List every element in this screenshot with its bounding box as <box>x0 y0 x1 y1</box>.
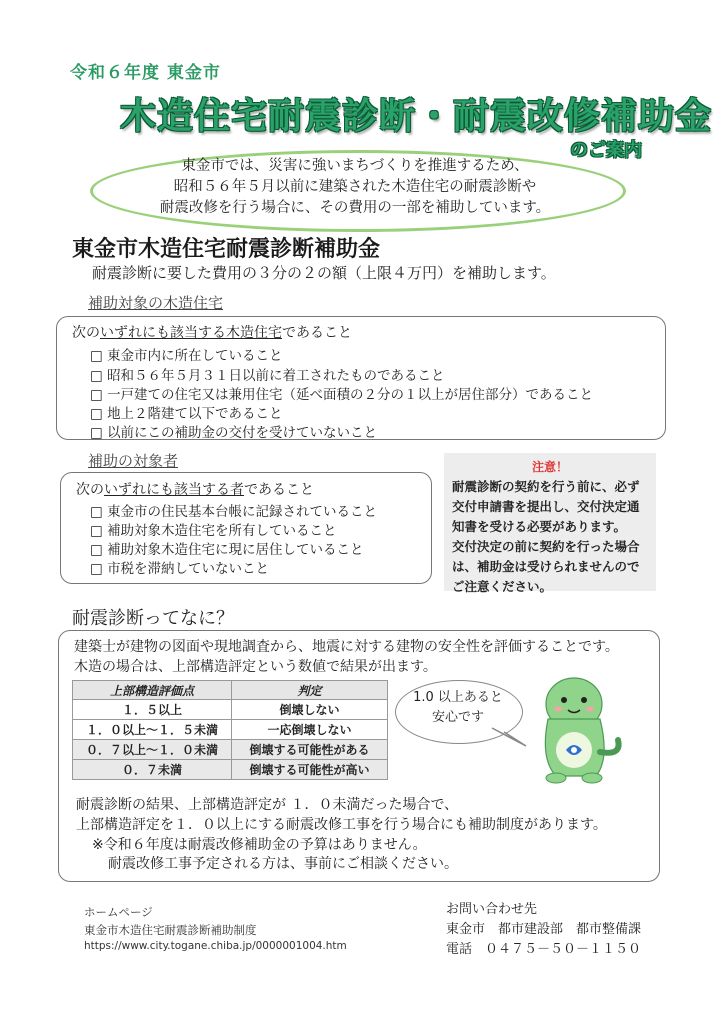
list-item <box>90 402 283 422</box>
caution-note <box>444 453 656 594</box>
list-item-text: 市税を滞納していないこと <box>107 561 270 577</box>
target-person-heading: 補助の対象者 <box>88 452 179 470</box>
table-row <box>73 740 388 760</box>
homepage-url-link[interactable]: https://www.city.togane.chiba.jp/0000001004.htm <box>84 940 347 952</box>
list-item <box>90 344 283 364</box>
contact-department: 東金市 都市建設部 都市整備課 <box>446 922 642 937</box>
speech-bubble-tail <box>490 726 530 752</box>
page-title: 木造住宅耐震診断・耐震改修補助金 <box>120 96 713 137</box>
checkbox-icon: □ <box>90 406 103 422</box>
checkbox-icon: □ <box>90 368 103 384</box>
table-cell: 一応倒壊しない <box>232 720 388 740</box>
lead-text: 次の <box>72 325 100 341</box>
intro-line: 東金市では、災害に強いまちづくりを推進するため、 <box>181 158 529 174</box>
what-is-title: 耐震診断ってなに？ <box>72 608 234 629</box>
caution-line: ご注意ください。 <box>452 579 553 594</box>
table-header: 上部構造評価点 <box>73 681 232 700</box>
homepage-label: ホームページ <box>84 905 153 919</box>
page-subtitle: のご案内 <box>570 140 642 161</box>
target-house-heading: 補助対象の木造住宅 <box>88 294 224 312</box>
list-item-text: 昭和５６年５月３１日以前に着工されたものであること <box>107 368 445 384</box>
checkbox-icon: □ <box>90 523 103 539</box>
caution-line: は、補助金は受けられませんので <box>452 559 640 574</box>
list-item <box>90 383 593 403</box>
caution-line: 耐震診断の契約を行う前に、必ず <box>452 479 640 494</box>
table-cell: 倒壊する可能性がある <box>232 740 388 760</box>
header-year-city: 令和６年度 東金市 <box>70 63 221 83</box>
table-row <box>73 720 388 740</box>
caution-title: 注意！ <box>531 460 568 474</box>
caution-line: 交付決定の前に契約を行った場合 <box>452 539 640 554</box>
list-item-text: 補助対象木造住宅に現に居住していること <box>107 542 364 558</box>
lead-text: 次の <box>76 482 104 498</box>
table-row <box>73 700 388 720</box>
what-is-line: 建築士が建物の図面や現地調査から、地震に対する建物の安全性を評価することです。 <box>74 639 619 655</box>
mascot-icon <box>526 664 626 784</box>
what-is-note: 耐震改修工事予定される方は、事前にご相談ください。 <box>108 856 458 872</box>
what-is-note: ※令和６年度は耐震改修補助金の予算はありません。 <box>92 837 427 853</box>
what-is-after-line: 耐震診断の結果、上部構造評定が １．０未満だった場合で、 <box>76 797 459 813</box>
list-item-text: 東金市内に所在していること <box>107 348 283 364</box>
list-item-text: 補助対象木造住宅を所有していること <box>107 523 337 539</box>
lead-text: であること <box>244 482 314 498</box>
table-cell: 倒壊する可能性が高い <box>232 760 388 780</box>
list-item <box>90 421 377 441</box>
intro-line: 昭和５６年５月以前に建築された木造住宅の耐震診断や <box>173 179 537 195</box>
list-item-text: 一戸建ての住宅又は兼用住宅（延べ面積の２分の１以上が居住部分）であること <box>107 387 594 403</box>
table-cell: １．５以上 <box>73 700 232 720</box>
table-cell: 倒壊しない <box>232 700 388 720</box>
table-row <box>73 760 388 780</box>
bubble-line: 安心です <box>431 710 484 725</box>
lead-underline-text: いずれにも該当する者 <box>104 482 244 498</box>
table-header-row <box>73 681 388 700</box>
list-item <box>90 557 269 577</box>
list-item <box>90 519 337 539</box>
table-cell: ０．７未満 <box>73 760 232 780</box>
contact-phone: 電話 ０４７５－５０－１１５０ <box>446 942 642 957</box>
intro-line: 耐震改修を行う場合に、その費用の一部を補助しています。 <box>159 200 551 216</box>
bubble-line: 1.0 以上あると <box>413 690 503 705</box>
checkbox-icon: □ <box>90 348 103 364</box>
checkbox-icon: □ <box>90 504 103 520</box>
table-cell: ０．７以上～１．０未満 <box>73 740 232 760</box>
checkbox-icon: □ <box>90 542 103 558</box>
checkbox-icon: □ <box>90 425 103 441</box>
evaluation-table <box>72 680 388 780</box>
what-is-after-line: 上部構造評定を１．０以上にする耐震改修工事を行う場合にも補助制度があります。 <box>76 817 607 833</box>
caution-line: 知書を受ける必要があります。 <box>452 519 627 534</box>
subsidy-description: 耐震診断に要した費用の３分の２の額（上限４万円）を補助します。 <box>92 264 556 282</box>
speech-bubble-text <box>395 688 521 728</box>
table-header: 判定 <box>232 681 388 700</box>
intro-text <box>120 156 590 219</box>
list-item <box>90 500 377 520</box>
list-item-text: 以前にこの補助金の交付を受けていないこと <box>107 425 378 441</box>
homepage-title: 東金市木造住宅耐震診断補助制度 <box>84 923 257 937</box>
checkbox-icon: □ <box>90 561 103 577</box>
what-is-line: 木造の場合は、上部構造評定という数値で結果が出ます。 <box>74 659 437 675</box>
lead-text: であること <box>282 325 352 341</box>
list-item <box>90 364 445 384</box>
target-person-lead <box>76 479 314 499</box>
list-item-text: 東金市の住民基本台帳に記録されていること <box>107 504 378 520</box>
checkbox-icon: □ <box>90 387 103 403</box>
list-item <box>90 538 364 558</box>
caution-line: 交付申請書を提出し、交付決定通 <box>452 499 640 514</box>
list-item-text: 地上２階建て以下であること <box>107 406 283 422</box>
contact-label: お問い合わせ先 <box>446 902 538 917</box>
subsidy-section-title: 東金市木造住宅耐震診断補助金 <box>72 237 381 262</box>
target-house-lead <box>72 322 352 342</box>
lead-underline-text: いずれにも該当する木造住宅 <box>100 325 282 341</box>
table-cell: １．０以上～１．５未満 <box>73 720 232 740</box>
